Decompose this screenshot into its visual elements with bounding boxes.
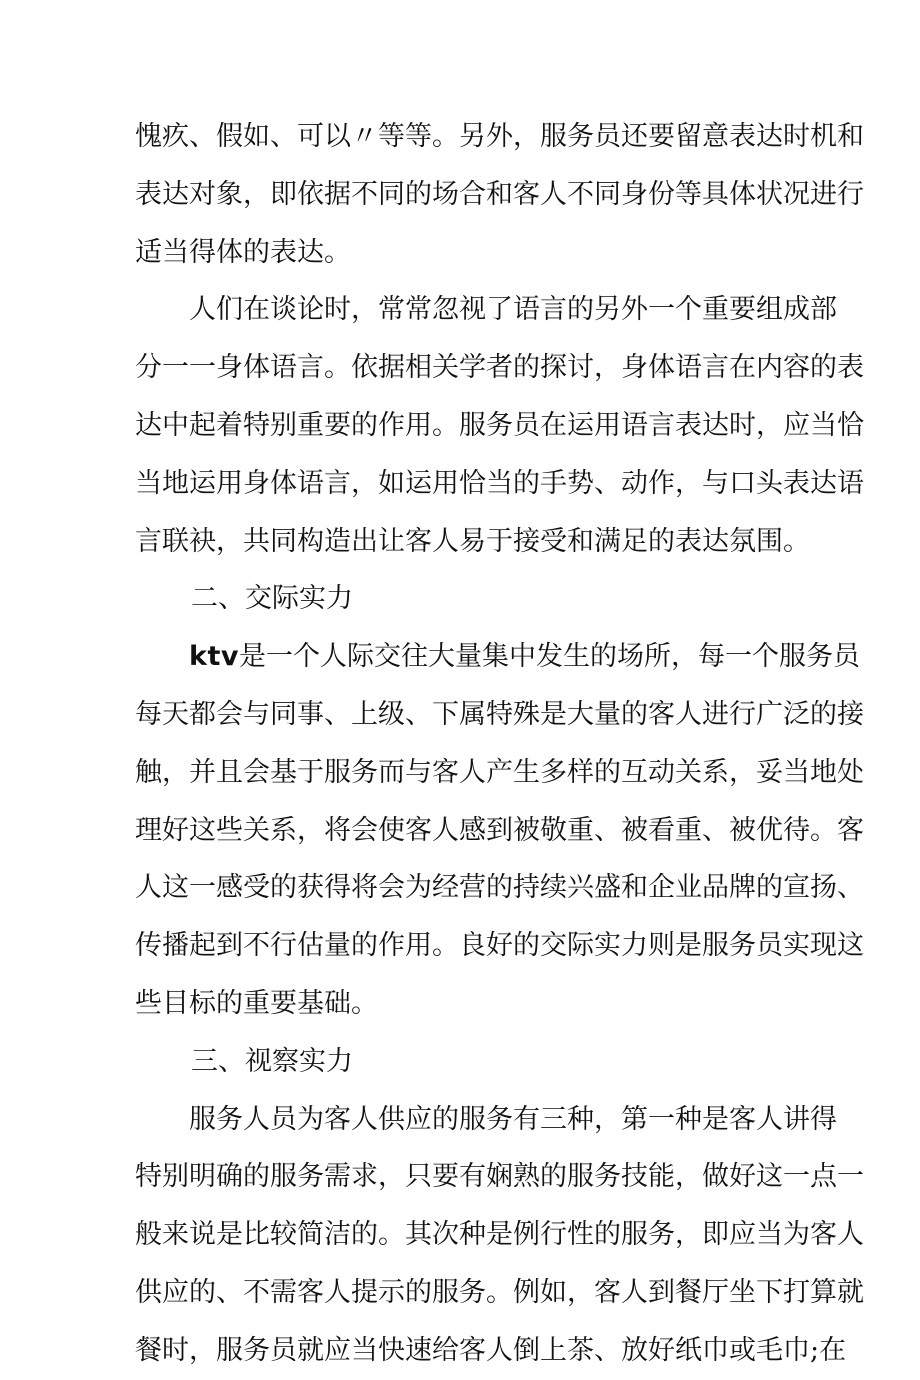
paragraph-line: 适当得体的表达。 xyxy=(135,236,351,268)
paragraph-line: 供应的、不需客人提示的服务。例如，客人到餐厅坐下打算就 xyxy=(135,1276,864,1308)
paragraph-line xyxy=(135,628,860,686)
section-heading-text: 二、交际实力 xyxy=(191,583,353,615)
paragraph-line: 触，并且会基于服务而与客人产生多样的互动关系，妥当地处 xyxy=(135,756,864,788)
section-heading xyxy=(135,1033,797,1091)
paragraph-line: 当地运用身体语言，如运用恰当的手势、动作，与口头表达语 xyxy=(135,467,864,499)
paragraph-line: 传播起到不行估量的作用。良好的交际实力则是服务员实现这 xyxy=(135,930,864,962)
paragraph-line: 愧疚、假如、可以〃等等。另外，服务员还要留意表达时机和 xyxy=(135,121,864,152)
paragraph-line: 言联袂，共同构造出让客人易于接受和满足的表达氛围。 xyxy=(135,525,810,557)
paragraph-line: 服务人员为客人供应的服务有三种，第一种是客人讲得 xyxy=(189,1103,837,1135)
section-heading xyxy=(135,570,797,628)
paragraph-line: 表达对象，即依据不同的场合和客人不同身份等具体状况进行 xyxy=(135,178,864,210)
paragraph-line: 分一一身体语言。依据相关学者的探讨，身体语言在内容的表 xyxy=(135,352,864,384)
paragraph-line: 理好这些关系，将会使客人感到被敬重、被看重、被优待。客 xyxy=(135,814,864,846)
paragraph-line-text: 是一个人际交往大量集中发生的场所，每一个服务员 xyxy=(238,641,860,673)
section-heading-text: 三、视察实力 xyxy=(191,1045,353,1077)
paragraph-line: 特别明确的服务需求，只要有娴熟的服务技能，做好这一点一 xyxy=(135,1161,864,1193)
paragraph-line: 餐时，服务员就应当快速给客人倒上茶、放好纸巾或毛巾;在 xyxy=(135,1334,847,1366)
brand-text: ktv xyxy=(189,641,239,673)
paragraph-line: 每天都会与同事、上级、下属特殊是大量的客人进行广泛的接 xyxy=(135,698,864,730)
paragraph-line: 人们在谈论时，常常忽视了语言的另外一个重要组成部 xyxy=(189,294,837,326)
paragraph-line: 人这一感受的获得将会为经营的持续兴盛和企业品牌的宣扬、 xyxy=(135,872,864,904)
document-body xyxy=(135,108,864,1380)
paragraph-line: 达中起着特别重要的作用。服务员在运用语言表达时，应当恰 xyxy=(135,409,864,441)
paragraph-line: 般来说是比较简洁的。其次种是例行性的服务，即应当为客人 xyxy=(135,1219,864,1251)
paragraph-line: 些目标的重要基础。 xyxy=(135,987,378,1019)
